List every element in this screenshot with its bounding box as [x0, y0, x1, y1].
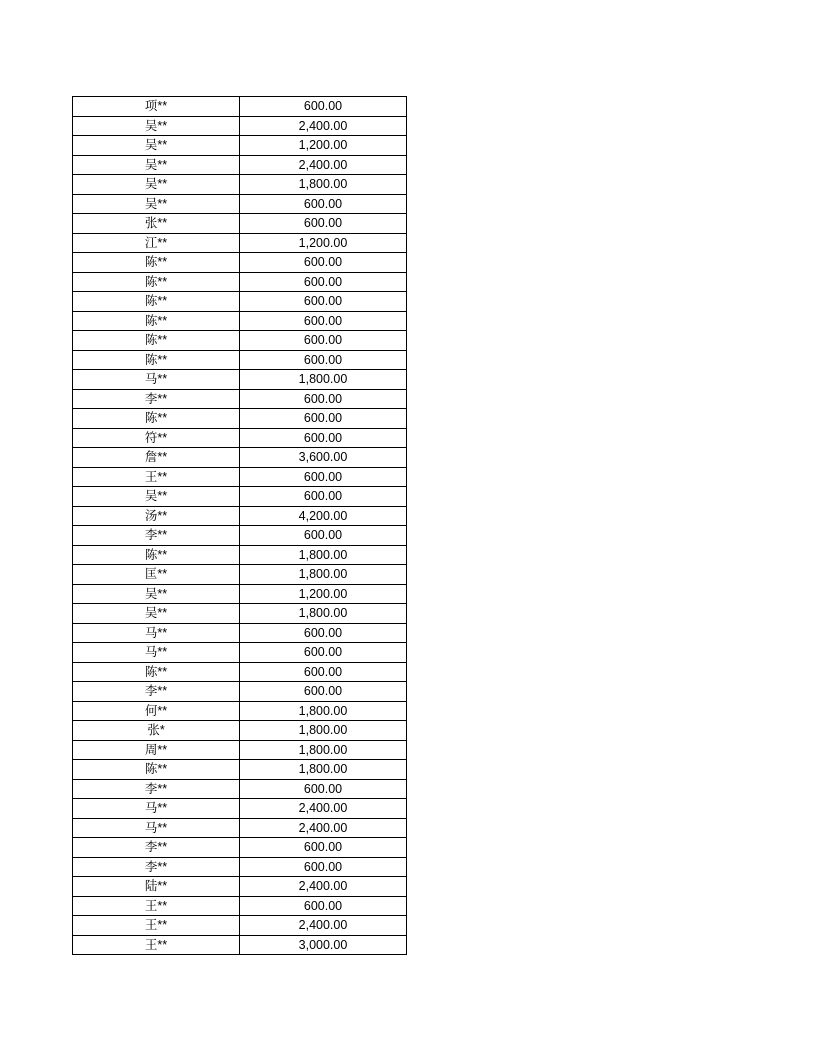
amount-cell: 600.00: [240, 253, 407, 273]
amount-cell: 2,400.00: [240, 877, 407, 897]
name-cell: 吴**: [73, 136, 240, 156]
table-row: [73, 175, 407, 195]
table-row: [73, 701, 407, 721]
table-row: [73, 155, 407, 175]
name-cell: 陈**: [73, 350, 240, 370]
amount-cell: 600.00: [240, 214, 407, 234]
amount-cell: 1,800.00: [240, 565, 407, 585]
table-row: [73, 682, 407, 702]
name-cell: 王**: [73, 896, 240, 916]
name-cell: 李**: [73, 838, 240, 858]
name-cell: 陈**: [73, 331, 240, 351]
table-row: [73, 370, 407, 390]
name-cell: 陈**: [73, 253, 240, 273]
name-cell: 吴**: [73, 175, 240, 195]
amount-cell: 1,800.00: [240, 370, 407, 390]
name-cell: 王**: [73, 467, 240, 487]
amount-cell: 600.00: [240, 526, 407, 546]
amount-cell: 600.00: [240, 643, 407, 663]
name-cell: 陈**: [73, 311, 240, 331]
name-cell: 马**: [73, 818, 240, 838]
table-row: [73, 311, 407, 331]
amount-cell: 1,200.00: [240, 233, 407, 253]
table-row: [73, 838, 407, 858]
name-cell: 吴**: [73, 584, 240, 604]
name-cell: 陆**: [73, 877, 240, 897]
table-row: [73, 643, 407, 663]
payment-table: [72, 96, 407, 955]
name-cell: 王**: [73, 916, 240, 936]
name-cell: 马**: [73, 370, 240, 390]
amount-cell: 1,800.00: [240, 604, 407, 624]
name-cell: 李**: [73, 857, 240, 877]
amount-cell: 600.00: [240, 779, 407, 799]
name-cell: 陈**: [73, 760, 240, 780]
amount-cell: 2,400.00: [240, 155, 407, 175]
amount-cell: 1,200.00: [240, 136, 407, 156]
name-cell: 李**: [73, 779, 240, 799]
name-cell: 李**: [73, 526, 240, 546]
table-row: [73, 565, 407, 585]
table-row: [73, 584, 407, 604]
amount-cell: 2,400.00: [240, 916, 407, 936]
name-cell: 詹**: [73, 448, 240, 468]
table-row: [73, 721, 407, 741]
table-row: [73, 97, 407, 117]
table-row: [73, 233, 407, 253]
amount-cell: 600.00: [240, 857, 407, 877]
table-row: [73, 799, 407, 819]
amount-cell: 3,000.00: [240, 935, 407, 955]
table-row: [73, 350, 407, 370]
name-cell: 吴**: [73, 487, 240, 507]
name-cell: 吴**: [73, 116, 240, 136]
name-cell: 匡**: [73, 565, 240, 585]
table-row: [73, 487, 407, 507]
name-cell: 李**: [73, 682, 240, 702]
table-row: [73, 331, 407, 351]
amount-cell: 2,400.00: [240, 818, 407, 838]
amount-cell: 600.00: [240, 97, 407, 117]
table-row: [73, 857, 407, 877]
name-cell: 项**: [73, 97, 240, 117]
table-row: [73, 194, 407, 214]
amount-cell: 600.00: [240, 428, 407, 448]
amount-cell: 4,200.00: [240, 506, 407, 526]
table-row: [73, 779, 407, 799]
name-cell: 吴**: [73, 194, 240, 214]
table-row: [73, 623, 407, 643]
table-row: [73, 409, 407, 429]
table-row: [73, 526, 407, 546]
name-cell: 马**: [73, 643, 240, 663]
name-cell: 何**: [73, 701, 240, 721]
amount-cell: 600.00: [240, 331, 407, 351]
table-row: [73, 136, 407, 156]
table-row: [73, 662, 407, 682]
table-row: [73, 545, 407, 565]
amount-cell: 600.00: [240, 272, 407, 292]
amount-cell: 1,800.00: [240, 701, 407, 721]
amount-cell: 1,800.00: [240, 760, 407, 780]
amount-cell: 600.00: [240, 292, 407, 312]
name-cell: 陈**: [73, 292, 240, 312]
amount-cell: 3,600.00: [240, 448, 407, 468]
name-cell: 马**: [73, 623, 240, 643]
table-row: [73, 896, 407, 916]
name-cell: 吴**: [73, 155, 240, 175]
name-cell: 张**: [73, 214, 240, 234]
amount-cell: 1,800.00: [240, 721, 407, 741]
table-body: [73, 97, 407, 955]
amount-cell: 600.00: [240, 467, 407, 487]
name-cell: 江**: [73, 233, 240, 253]
table-row: [73, 877, 407, 897]
name-cell: 周**: [73, 740, 240, 760]
amount-cell: 600.00: [240, 896, 407, 916]
amount-cell: 600.00: [240, 682, 407, 702]
amount-cell: 1,200.00: [240, 584, 407, 604]
table-row: [73, 935, 407, 955]
table-row: [73, 214, 407, 234]
table-row: [73, 116, 407, 136]
amount-cell: 1,800.00: [240, 175, 407, 195]
table-row: [73, 916, 407, 936]
amount-cell: 600.00: [240, 409, 407, 429]
name-cell: 吴**: [73, 604, 240, 624]
table-row: [73, 604, 407, 624]
table-row: [73, 428, 407, 448]
amount-cell: 1,800.00: [240, 545, 407, 565]
table-row: [73, 272, 407, 292]
amount-cell: 2,400.00: [240, 116, 407, 136]
name-cell: 陈**: [73, 409, 240, 429]
table-row: [73, 253, 407, 273]
table-row: [73, 292, 407, 312]
amount-cell: 2,400.00: [240, 799, 407, 819]
amount-cell: 1,800.00: [240, 740, 407, 760]
amount-cell: 600.00: [240, 194, 407, 214]
name-cell: 汤**: [73, 506, 240, 526]
table-row: [73, 818, 407, 838]
table-row: [73, 389, 407, 409]
name-cell: 陈**: [73, 272, 240, 292]
amount-cell: 600.00: [240, 350, 407, 370]
name-cell: 马**: [73, 799, 240, 819]
table-row: [73, 740, 407, 760]
name-cell: 王**: [73, 935, 240, 955]
table-row: [73, 467, 407, 487]
amount-cell: 600.00: [240, 623, 407, 643]
amount-cell: 600.00: [240, 487, 407, 507]
name-cell: 李**: [73, 389, 240, 409]
name-cell: 张*: [73, 721, 240, 741]
amount-cell: 600.00: [240, 838, 407, 858]
amount-cell: 600.00: [240, 389, 407, 409]
table-row: [73, 506, 407, 526]
table-row: [73, 760, 407, 780]
name-cell: 符**: [73, 428, 240, 448]
table-row: [73, 448, 407, 468]
amount-cell: 600.00: [240, 311, 407, 331]
name-cell: 陈**: [73, 662, 240, 682]
name-cell: 陈**: [73, 545, 240, 565]
amount-cell: 600.00: [240, 662, 407, 682]
